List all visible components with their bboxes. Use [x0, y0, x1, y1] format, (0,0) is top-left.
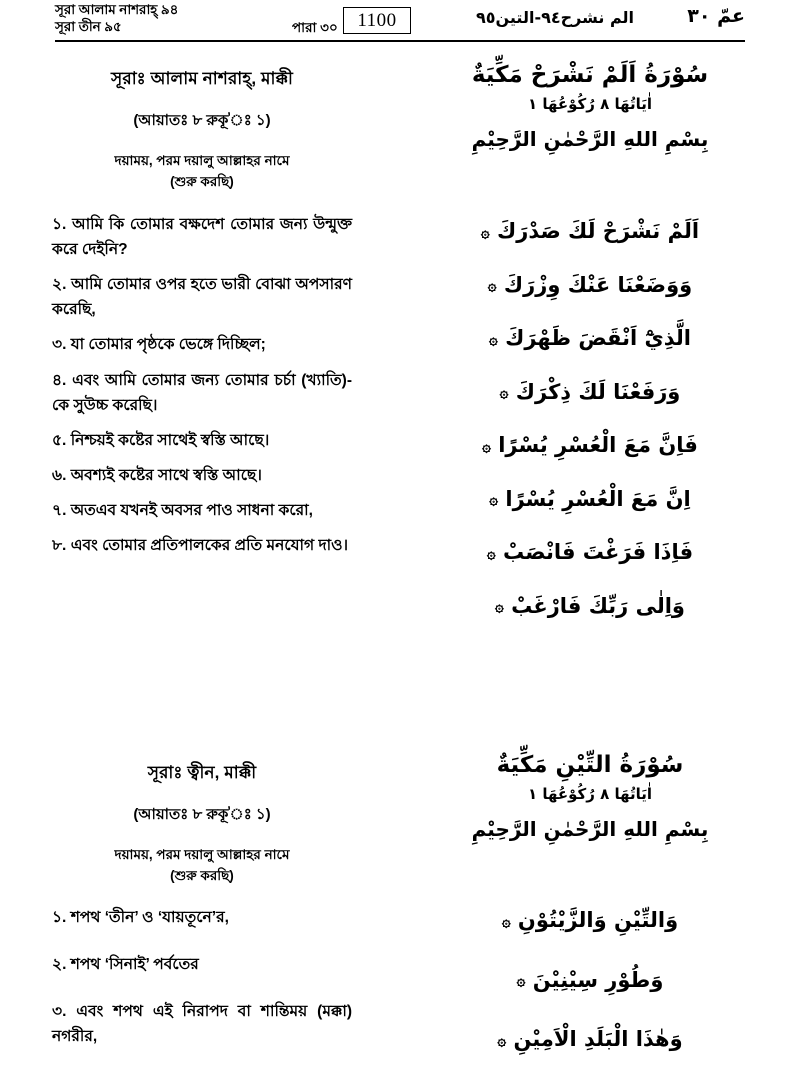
arabic-verse	[420, 965, 760, 997]
arabic-verse-text: فَاِذَا فَرَغْتَ فَانْصَبْ	[503, 540, 694, 564]
surah-2-bengali-title: সূরাঃ ত্বীন, মাক্কী	[147, 763, 257, 782]
verse-number: ১.	[52, 216, 67, 233]
arabic-verse	[420, 323, 760, 355]
verse-text: এবং শপথ এই নিরাপদ বা শান্তিময় (মক্কা) নগরীর,	[52, 1003, 352, 1046]
arabic-verse-text: وَاِلٰى رَبِّكَ فَارْغَبْ	[511, 593, 685, 618]
ayah-end-mark-icon: ۞	[501, 911, 511, 930]
surah-2-arabic-title: سُوْرَةُ التِّيْنِ مَكِّيَةٌ	[496, 752, 684, 778]
ayah-end-mark-icon: ۞	[495, 597, 504, 616]
bengali-verse	[52, 272, 352, 322]
surah-1-bengali-subtitle: (আয়াতঃ ৮ রুকূ'ঃ ১)	[133, 112, 271, 129]
arabic-verse-text: الَّذِيْٓ اَنْقَضَ ظَهْرَكَ	[505, 326, 691, 350]
verse-number: ২.	[52, 276, 67, 294]
ayah-end-mark-icon: ۞	[499, 383, 509, 402]
bengali-verse	[52, 952, 352, 977]
arabic-verse-text: وَوَضَعْنَا عَنْكَ وِزْرَكَ	[503, 272, 693, 297]
page-number-box	[343, 7, 411, 34]
verse-number: ৩.	[52, 1003, 67, 1021]
ayah-end-mark-icon: ۞	[516, 971, 526, 990]
surah-2-arabic-verses	[420, 905, 760, 1078]
arabic-verse	[420, 905, 760, 937]
surah-1-bengali-verses	[52, 212, 352, 568]
arabic-verse-text: اِنَّ مَعَ الْعُسْرِ يُسْرًا	[505, 486, 691, 511]
surah-1-bengali-bismillah-line-1: দয়াময়, পরম দয়ালু আল্লাহর নামে	[114, 153, 290, 168]
verse-number: ৫.	[52, 431, 67, 449]
verse-number: ৭.	[52, 501, 67, 519]
surah-2-bengali-verses	[52, 905, 352, 1059]
arabic-verse-text: وَرَفَعْنَا لَكَ ذِكْرَكَ	[515, 379, 681, 404]
verse-number: ৩.	[52, 336, 67, 354]
verse-number: ৪.	[52, 371, 67, 389]
surah-1-bengali-bismillah	[52, 151, 352, 193]
arabic-verse-text: وَالتِّيْنِ وَالزَّيْتُوْنِ	[517, 908, 679, 932]
arabic-verse-text: وَهٰذَا الْبَلَدِ الْاَمِيْنِ	[513, 1027, 683, 1051]
arabic-verse	[420, 377, 760, 409]
surah-2-bengali-subtitle: (আয়াতঃ ৮ রুকূ'ঃ ১)	[133, 806, 271, 823]
surah-2-bengali-title-block	[52, 760, 352, 887]
header-arabic-surah-range: الم نشرح٩٤-التين٩٥	[475, 8, 634, 27]
bengali-verse	[52, 498, 352, 523]
arabic-verse	[420, 591, 760, 623]
bengali-verse	[52, 212, 352, 262]
bengali-verse	[52, 332, 352, 357]
verse-number: ৮.	[52, 537, 67, 555]
surah-1-arabic-title: سُوْرَةُ اَلَمْ نَشْرَحْ مَكِّيَةٌ	[471, 62, 709, 88]
verse-text: অবশ্যই কষ্টের সাথে স্বস্তি আছে।	[70, 466, 262, 484]
ayah-end-mark-icon: ۞	[489, 490, 499, 509]
surah-1-bengali-bismillah-line-2: (শুরু করছি)	[170, 173, 234, 189]
surah-1-bengali-title-block	[52, 66, 352, 193]
ayah-end-mark-icon: ۞	[486, 543, 496, 562]
verse-number: ১.	[52, 909, 67, 926]
arabic-verse	[420, 216, 760, 248]
verse-text: শপথ ‘তীন’ ও ‘যায়তূনে’র,	[70, 909, 229, 926]
arabic-verse	[420, 430, 760, 462]
bengali-verse	[52, 999, 352, 1049]
surah-2-bengali-bismillah	[52, 845, 352, 887]
verse-text: যা তোমার পৃষ্ঠকে ভেঙ্গে দিচ্ছিল;	[70, 336, 266, 354]
header-divider-rule	[55, 40, 745, 42]
surah-2-arabic-title-block	[420, 752, 760, 841]
verse-text: এবং আমি তোমার জন্য তোমার চর্চা (খ্যাতি)-কে সুউচ্চ করেছি।	[52, 371, 352, 414]
ayah-end-mark-icon: ۞	[482, 436, 491, 455]
verse-number: ৬.	[52, 466, 67, 484]
arabic-verse	[420, 1024, 760, 1056]
bengali-verse	[52, 428, 352, 453]
ayah-end-mark-icon: ۞	[487, 276, 497, 295]
surah-1-arabic-title-block	[420, 62, 760, 151]
header-arabic-juz: عمّ ٣٠	[687, 5, 745, 27]
surah-2-bengali-bismillah-line-2: (শুরু করছি)	[170, 867, 234, 883]
verse-number: ২.	[52, 956, 67, 974]
header-left-surah-names	[55, 1, 295, 36]
ayah-end-mark-icon: ۞	[497, 1030, 507, 1049]
verse-text: আমি কি তোমার বক্ষদেশ তোমার জন্য উন্মুক্ত করে দেইনি?	[52, 216, 352, 259]
arabic-verse-text: وَطُوْرِ سِيْنِيْنَ	[532, 967, 664, 992]
bengali-verse	[52, 463, 352, 488]
header-surah-line-2: সূরা তীন ৯৫	[55, 19, 122, 35]
verse-text: আমি তোমার ওপর হতে ভারী বোঝা অপসারণ করেছি,	[52, 276, 352, 319]
bengali-verse	[52, 905, 352, 930]
surah-2-bengali-bismillah-line-1: দয়াময়, পরম দয়ালু আল্লাহর নামে	[114, 847, 290, 862]
surah-1-bengali-title: সূরাঃ আলাম নাশরাহ্, মাক্কী	[111, 69, 293, 88]
arabic-verse-text: فَاِنَّ مَعَ الْعُسْرِ يُسْرًا	[498, 433, 698, 457]
bengali-verse	[52, 368, 352, 418]
surah-1-arabic-bismillah: بِسْمِ اللهِ الرَّحْمٰنِ الرَّحِيْمِ	[471, 127, 709, 151]
verse-text: নিশ্চয়ই কষ্টের সাথেই স্বস্তি আছে।	[70, 431, 270, 449]
ayah-end-mark-icon: ۞	[489, 329, 498, 348]
page-number: 1100	[357, 10, 397, 31]
surah-1-arabic-counts: اٰيَاتُهَا ٨ رُكُوْعُهَا ١	[527, 95, 653, 113]
surah-1-arabic-verses	[420, 216, 760, 644]
verse-text: এবং তোমার প্রতিপালকের প্রতি মনযোগ দাও।	[70, 537, 349, 555]
ayah-end-mark-icon: ۞	[480, 222, 490, 241]
header-surah-line-1: সূরা আলাম নাশরাহ্ ৯৪	[55, 2, 179, 17]
arabic-verse-text: اَلَمْ نَشْرَحْ لَكَ صَدْرَكَ	[496, 219, 700, 243]
arabic-verse	[420, 537, 760, 569]
bengali-verse	[52, 533, 352, 558]
surah-2-arabic-counts: اٰيَاتُهَا ٨ رُكُوْعُهَا ١	[527, 785, 653, 803]
header-para-label: পারা ৩০	[292, 20, 338, 35]
arabic-verse	[420, 270, 760, 302]
verse-text: অতএব যখনই অবসর পাও সাধনা করো,	[70, 501, 313, 519]
page-header	[0, 0, 800, 46]
surah-2-arabic-bismillah: بِسْمِ اللهِ الرَّحْمٰنِ الرَّحِيْمِ	[471, 817, 709, 841]
arabic-verse	[420, 484, 760, 516]
verse-text: শপথ ‘সিনাই’ পর্বতের	[70, 956, 199, 974]
